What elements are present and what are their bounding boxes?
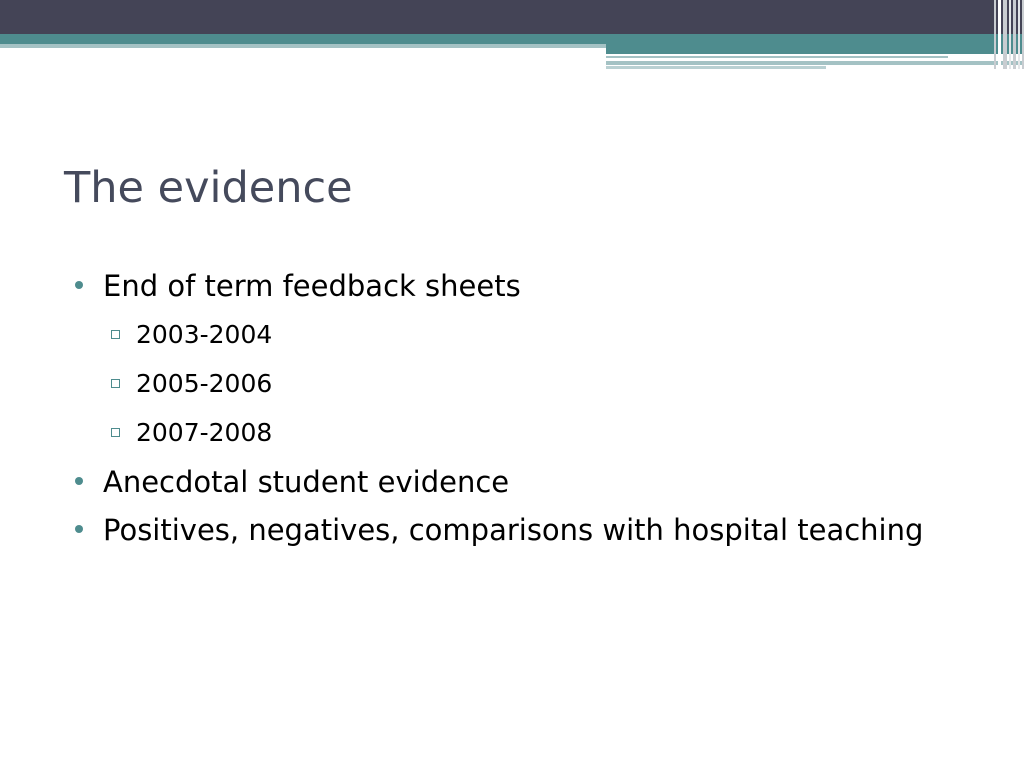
bullet-text: End of term feedback sheets [103, 269, 521, 303]
header-teal-band-right [606, 44, 1024, 54]
square-bullet-icon [111, 428, 120, 437]
header-teal-band [0, 34, 1024, 44]
sub-bullet-item [74, 359, 974, 408]
sub-bullet-item [74, 408, 974, 457]
sub-bullet-text: 2007-2008 [136, 418, 273, 447]
bullet-item [74, 262, 974, 310]
header-light-stripe-3 [606, 61, 1024, 65]
bullet-item [74, 506, 974, 554]
bullet-text: Positives, negatives, comparisons with hospital teaching [103, 513, 924, 547]
square-bullet-icon [111, 330, 120, 339]
slide-title: The evidence [64, 163, 353, 213]
bullet-dot-icon [75, 477, 83, 485]
bullet-dot-icon [75, 525, 83, 533]
sub-bullet-text: 2005-2006 [136, 369, 273, 398]
header-vertical-bars [994, 0, 1024, 69]
bullet-dot-icon [75, 281, 83, 289]
square-bullet-icon [111, 379, 120, 388]
sub-bullet-text: 2003-2004 [136, 320, 273, 349]
header-light-stripe-4 [606, 66, 826, 69]
bullet-text: Anecdotal student evidence [103, 465, 510, 499]
bullet-item [74, 458, 974, 506]
header-light-stripe-2 [606, 56, 948, 58]
header-dark-band [0, 0, 1024, 34]
header-light-stripe [0, 44, 606, 48]
slide-content [74, 262, 974, 554]
sub-bullet-item [74, 310, 974, 359]
